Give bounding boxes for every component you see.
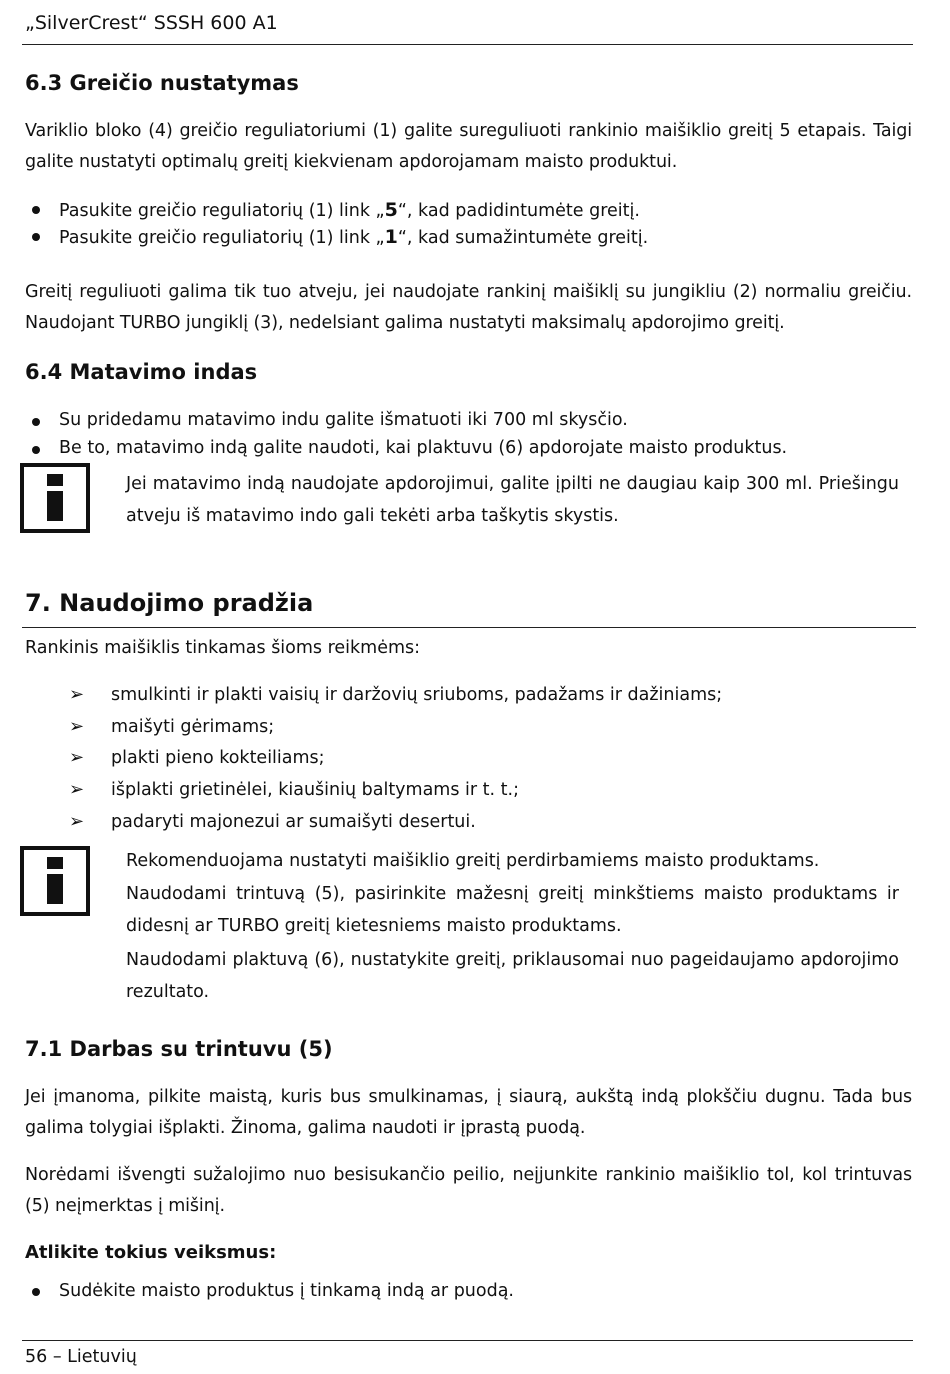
steps-heading: Atlikite tokius veiksmus: (25, 1242, 277, 1263)
paragraph-speed-turbo: Greitį reguliuoti galima tik tuo atveju, jei naudojate rankinį maišiklį su jungikliu (2) normaliu greičiu. Naudojant TURBO jungiklį (3), nedelsiant galima nustatyti maksimalų apdorojimo greitį. (25, 282, 912, 333)
arrow-bullet-icon: ➢ (69, 779, 85, 800)
bullet-icon (32, 418, 40, 426)
bullet-icon (32, 206, 40, 214)
info-icon (20, 846, 90, 916)
usage-intro: Rankinis maišiklis tinkamas šioms reikmėms: (25, 638, 421, 658)
info-note-speed-1: Rekomenduojama nustatyti maišiklio greitį perdirbamiems maisto produktams. (126, 851, 820, 871)
header-divider (22, 44, 913, 45)
list-item: Pasukite greičio reguliatorių (1) link „1“, kad sumažintumėte greitį. (59, 226, 648, 248)
info-note-speed-3: Naudodami plaktuvą (6), nustatykite greitį, priklausomai nuo pageidaujamo apdorojimo rezultato. (126, 950, 899, 1002)
section-heading-6-4: 6.4 Matavimo indas (25, 360, 258, 384)
bullet-icon (32, 446, 40, 454)
list-item: ➢ plakti pieno kokteiliams; (69, 747, 325, 768)
chapter-divider (22, 627, 916, 628)
paragraph-speed-intro: Variklio bloko (4) greičio reguliatoriumi (1) galite sureguliuoti rankinio maišiklio greitį 5 etapais. Taigi galite nustatyti optimalų greitį kiekvienam apdorojamam maisto produktui. (25, 121, 912, 172)
info-note-speed-2: Naudodami trintuvą (5), pasirinkite mažesnį greitį minkštiems maisto produktams ir didesnį ar TURBO greitį kietesniems maisto produktams. (126, 884, 899, 936)
document-header: „SilverCrest“ SSSH 600 A1 (25, 12, 278, 34)
list-item: ➢ maišyti gėrimams; (69, 716, 275, 737)
paragraph-blender-container: Jei įmanoma, pilkite maistą, kuris bus smulkinamas, į siaurą, aukštą indą plokščiu dugnu. Tada bus galima tolygiai išplakti. Žinoma, galima naudoti ir įprastą puodą. (25, 1087, 912, 1138)
list-item: Pasukite greičio reguliatorių (1) link „5“, kad padidintumėte greitį. (59, 199, 640, 221)
chapter-heading-7: 7. Naudojimo pradžia (25, 589, 314, 617)
arrow-bullet-icon: ➢ (69, 716, 85, 737)
page-number: 56 – Lietuvių (25, 1347, 137, 1367)
list-item: ➢ padaryti majonezui ar sumaišyti desertui. (69, 811, 476, 832)
list-item: Su pridedamu matavimo indu galite išmatuoti iki 700 ml skysčio. (59, 410, 628, 430)
section-heading-6-3: 6.3 Greičio nustatymas (25, 71, 299, 95)
list-item: ➢ išplakti grietinėlei, kiaušinių baltymams ir t. t.; (69, 779, 519, 800)
bullet-icon (32, 1288, 40, 1296)
info-icon (20, 463, 90, 533)
arrow-bullet-icon: ➢ (69, 684, 85, 705)
footer-divider (22, 1340, 913, 1341)
arrow-bullet-icon: ➢ (69, 747, 85, 768)
list-item: Sudėkite maisto produktus į tinkamą indą ar puodą. (59, 1281, 514, 1301)
list-item: Be to, matavimo indą galite naudoti, kai plaktuvu (6) apdorojate maisto produktus. (59, 438, 788, 458)
list-item: ➢ smulkinti ir plakti vaisių ir daržovių sriuboms, padažams ir dažiniams; (69, 684, 723, 705)
section-heading-7-1: 7.1 Darbas su trintuvu (5) (25, 1037, 333, 1061)
arrow-bullet-icon: ➢ (69, 811, 85, 832)
info-note-measuring: Jei matavimo indą naudojate apdorojimui, galite įpilti ne daugiau kaip 300 ml. Priešingu atveju iš matavimo indo gali tekėti arba taškytis skystis. (126, 474, 899, 526)
paragraph-blender-safety: Norėdami išvengti sužalojimo nuo besisukančio peilio, neįjunkite rankinio maišiklio tol, kol trintuvas (5) neįmerktas į mišinį. (25, 1165, 912, 1216)
bullet-icon (32, 233, 40, 241)
